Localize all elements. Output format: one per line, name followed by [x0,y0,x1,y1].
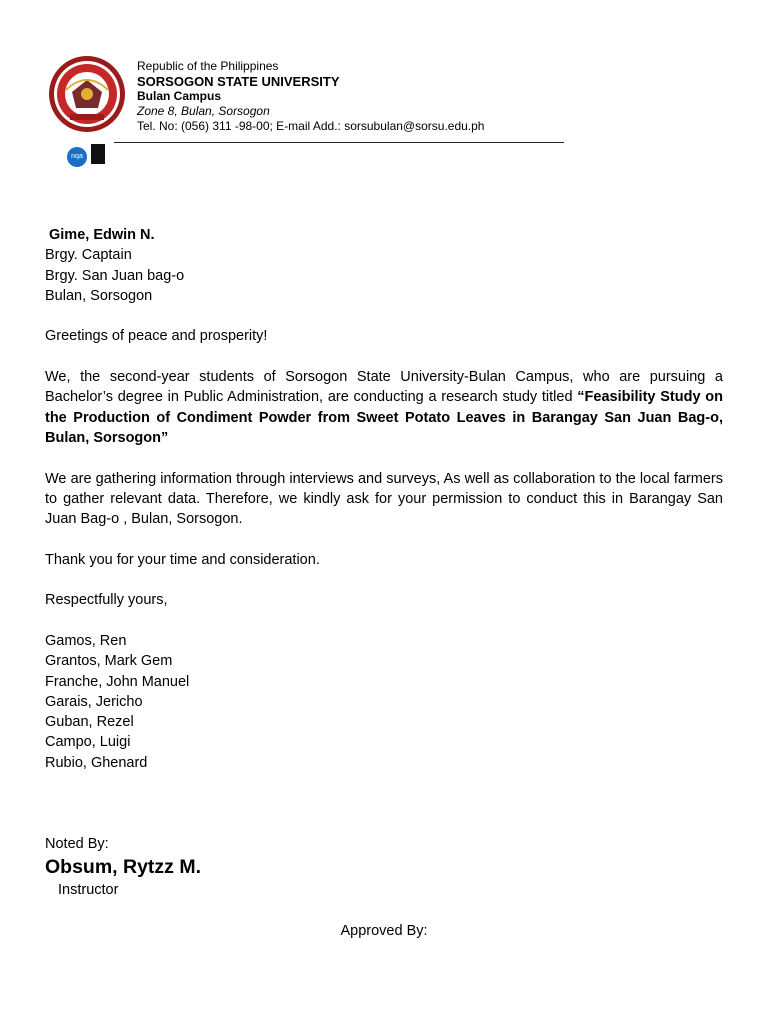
signatory-name: Gamos, Ren [45,632,127,649]
noted-by-name: Obsum, Rytzz M. [45,856,202,878]
campus-name: Bulan Campus [137,89,222,103]
intro-paragraph [45,367,723,448]
noted-by-title: Instructor [58,882,119,898]
republic-line: Republic of the Philippines [137,59,279,73]
signatory-name: Guban, Rezel [45,714,134,731]
university-seal-logo [46,54,128,134]
recipient-barangay: Brgy. San Juan bag-o [45,267,185,284]
letterhead [46,54,566,174]
signatory-name: Campo, Luigi [45,734,131,751]
letterhead-text [137,59,484,134]
contact-line: Tel. No: (056) 311 -98-00; E-mail Add.: sorsubulan@sorsu.edu.ph [137,119,485,133]
signatory-list [45,631,723,773]
approved-by-label: Approved By: [340,923,428,939]
certification-mark-icon [91,144,105,164]
recipient-town: Bulan, Sorsogon [45,287,153,304]
signatory-name: Grantos, Mark Gem [45,653,173,670]
noted-by-label: Noted By: [45,836,109,852]
campus-address: Zone 8, Bulan, Sorsogon [137,104,270,118]
recipient-block [45,225,723,306]
thanks-line: Thank you for your time and consideration. [45,551,320,568]
recipient-name: Gime, Edwin N. [49,227,155,243]
nqa-certification-icon: nqa [67,147,87,167]
study-title: “Feasibility Study on the Production of Condiment Powder from Sweet Potato Leaves in Barangay San Juan Bag-o, Bulan, Sorsogon” [45,389,723,446]
greeting: Greetings of peace and prosperity! [45,328,268,345]
intro-text: We, the second-year students of Sorsogon State University-Bulan Campus, who are pursuing a Bachelor’s degree in Public Administration, are conducting a research study titled [45,369,723,406]
signatory-name: Rubio, Ghenard [45,754,148,771]
letter-body [45,225,723,773]
request-paragraph: We are gathering information through interviews and surveys, As well as collaboration to the local farmers to gather relevant data. Therefore, we kindly ask for your permission to conduct this in Barangay San Juan Bag-o , Bulan, Sorsogon. [45,470,723,528]
recipient-position: Brgy. Captain [45,247,132,264]
header-divider [114,142,564,143]
signatory-name: Garais, Jericho [45,693,143,710]
closing-line: Respectfully yours, [45,592,168,609]
university-name: SORSOGON STATE UNIVERSITY [137,74,340,89]
signatory-name: Franche, John Manuel [45,673,190,690]
